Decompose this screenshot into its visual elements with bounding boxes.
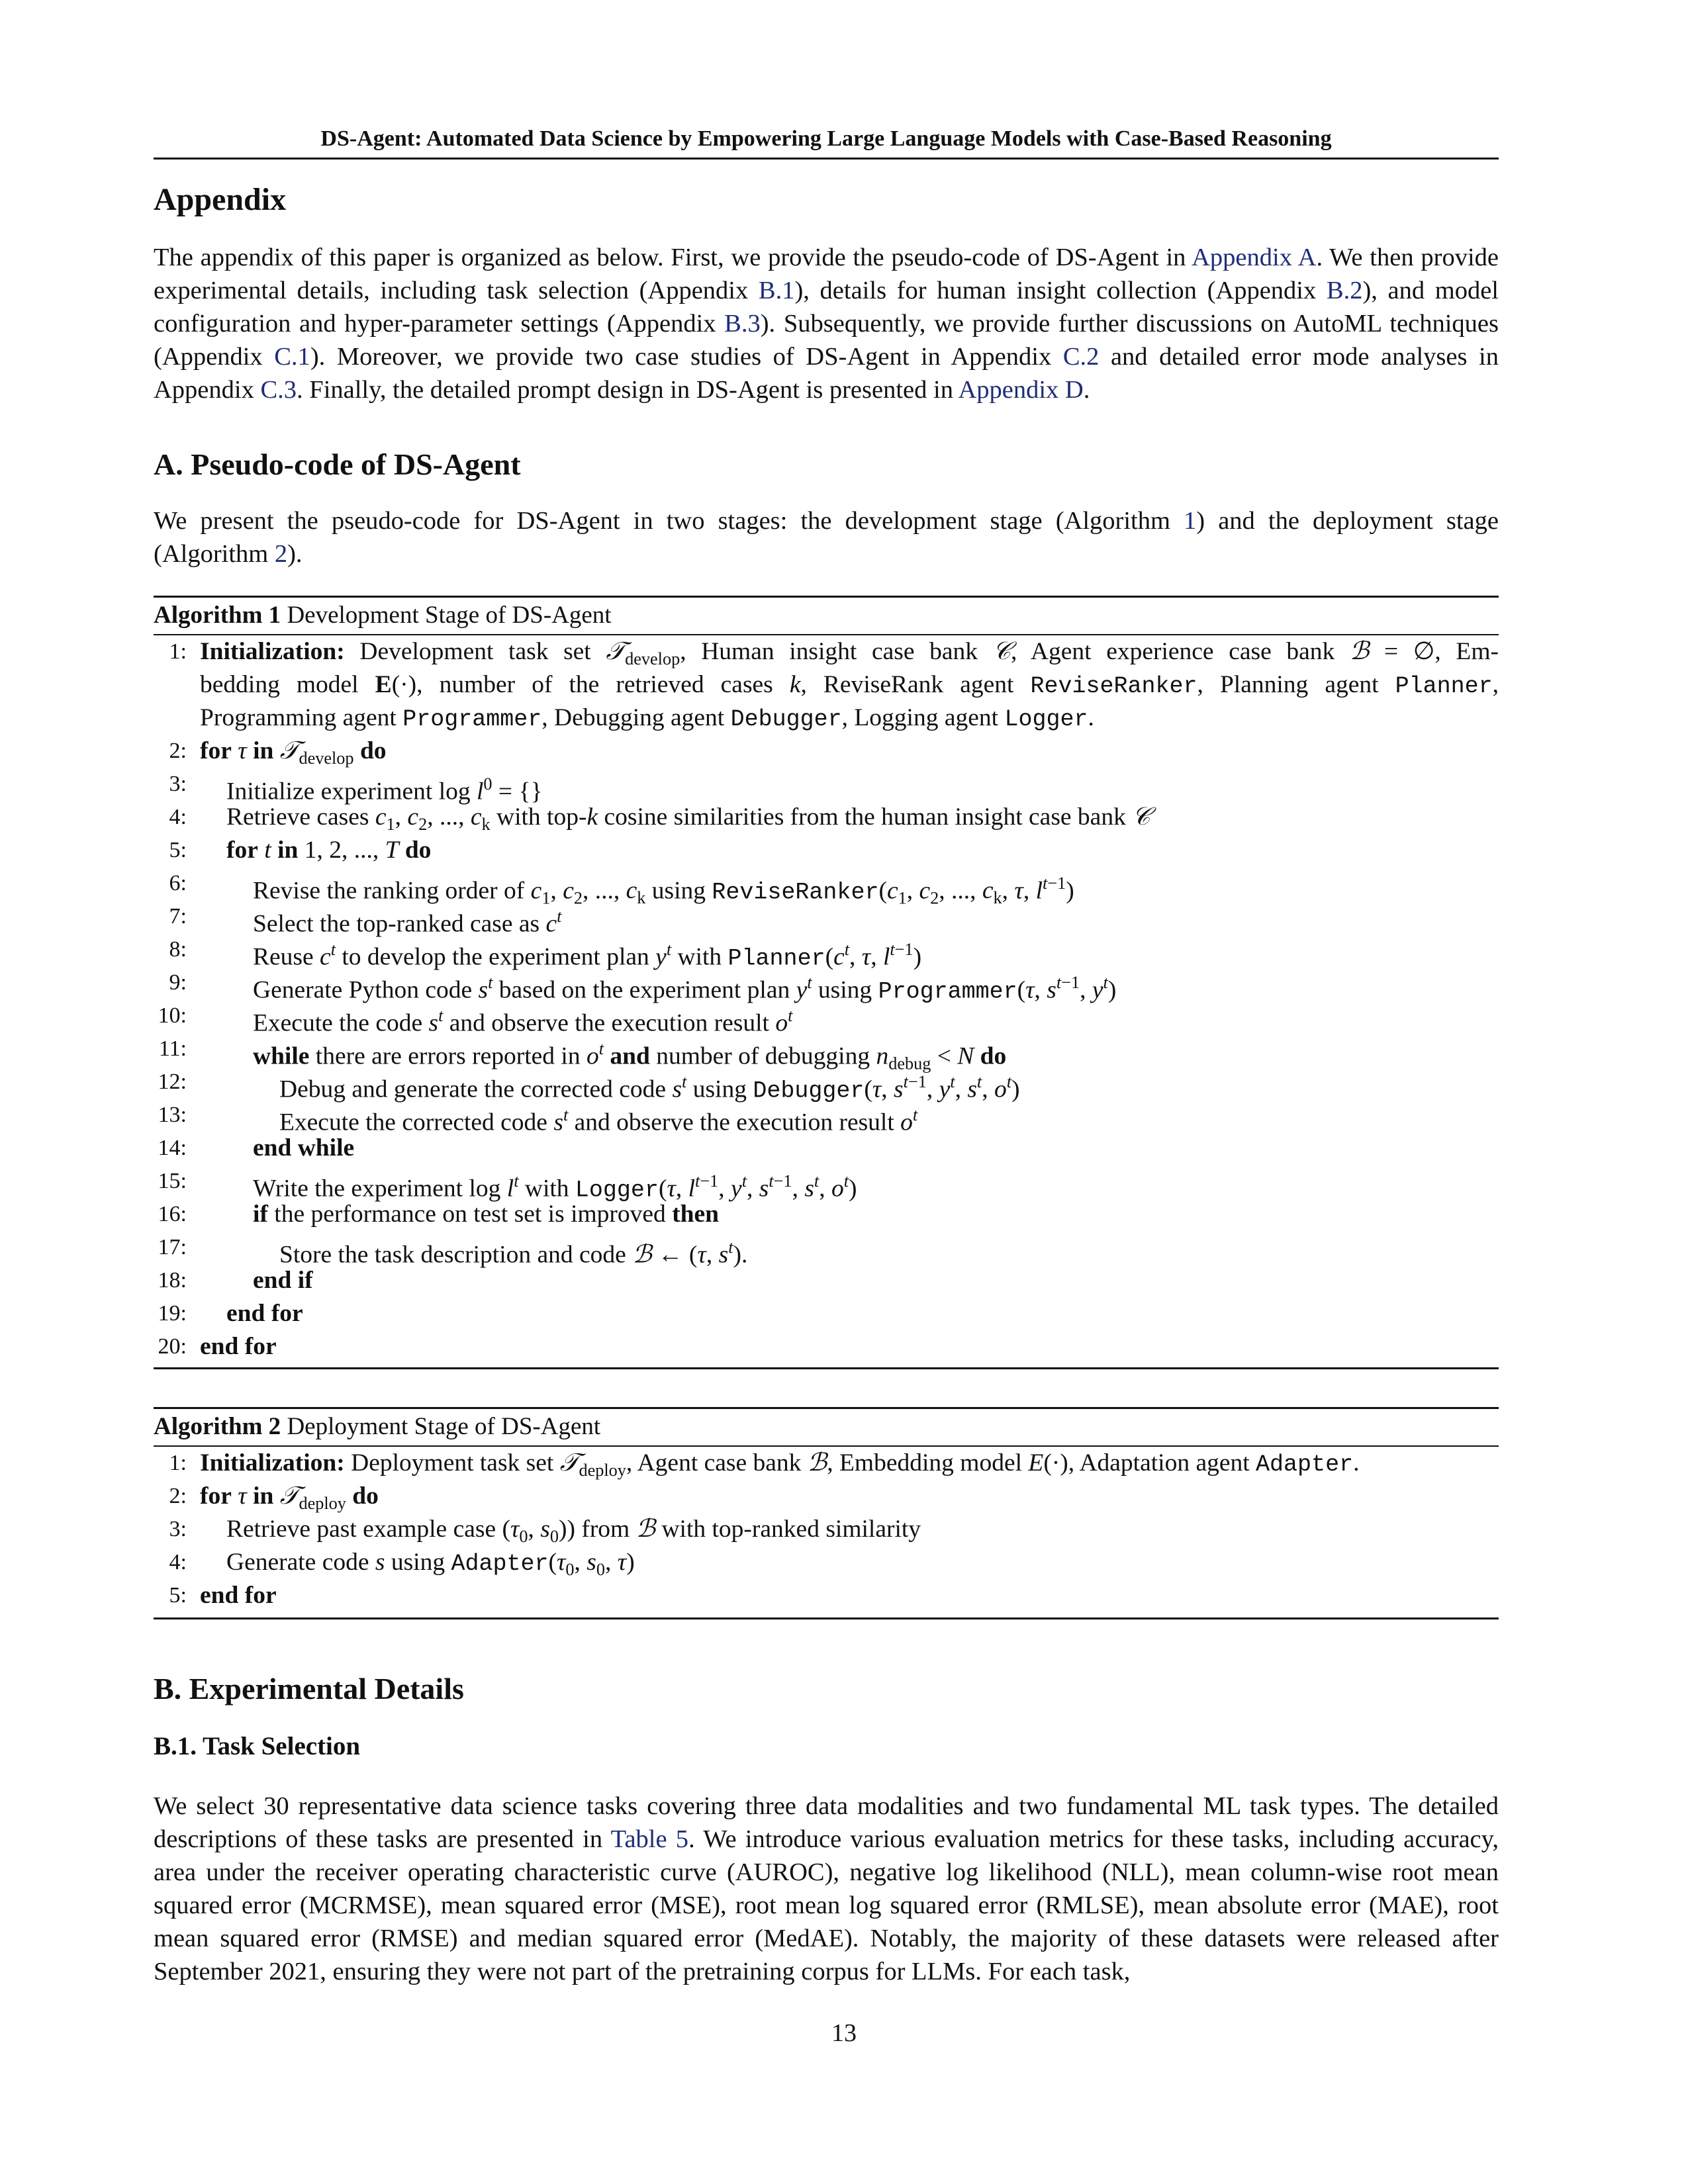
algorithm-2-caption: Algorithm 2 Deployment Stage of DS-Agent bbox=[154, 1413, 601, 1440]
algorithm-line: 6: Revise the ranking order of $c_1$, $c_2$, ..., $c_k$ using $ReviseRanker(c_1$, $c_2$, ..., $c_k$, τ, $l^{t-1}$) bbox=[169, 871, 1074, 908]
algorithm-2-block bbox=[154, 1407, 1499, 1620]
link-algorithm-1[interactable]: 1 bbox=[1184, 507, 1197, 535]
algorithm-line: 16: if the performance on test set is improved then bbox=[158, 1201, 720, 1228]
algorithm-1-top-rule bbox=[154, 596, 1499, 598]
algorithm-line: 1: Initialization: Development task set 𝒯$_{develop}$, Human insight case bank 𝒞, Agent experience case bank ℬ = ∅, Em- bbox=[169, 638, 1499, 668]
link-appendix-b2[interactable]: B.2 bbox=[1326, 277, 1363, 304]
section-b1-paragraph: We select 30 representative data science tasks covering three data modalities and two fundamental ML task types. The detailed descriptions of these tasks are presented in Table 5. We introduce various evaluation metrics for these tasks, including accuracy, area under the receiver operating characteristic curve (AUROC), negative log likelihood (NLL), mean column-wise root mean squared error (MCRMSE), mean squared error (MSE), root mean log squared error (RMLSE), mean absolute error (MAE), root mean squared error (RMSE) and median squared error (MedAE). Notably, the majority of these datasets were released after September 2021, ensuring they were not part of the pretraining corpus for LLMs. For each task, bbox=[154, 1792, 1499, 1985]
algorithm-line: 18: end if bbox=[158, 1267, 313, 1294]
section-a-heading: A. Pseudo-code of DS-Agent bbox=[154, 447, 521, 481]
appendix-intro-paragraph: The appendix of this paper is organized as below. First, we provide the pseudo-code of DS-Agent in Appendix A. We then provide experimental details, including task selection (Appendix B.1), details for human insight collection (Appendix B.2), and model configuration and hyper-parameter settings (Appendix B.3). Subsequently, we provide further discussions on AutoML techniques (Appendix C.1). Moreover, we provide two case studies of DS-Agent in Appendix C.2 and detailed error mode analyses in Appendix C.3. Finally, the detailed prompt design in DS-Agent is presented in Appendix D. bbox=[154, 244, 1499, 404]
link-appendix-b3[interactable]: B.3 bbox=[724, 310, 761, 338]
algorithm-line: 17: Store the task description and code ℬ ← (τ, $s^t$). bbox=[158, 1235, 748, 1269]
link-appendix-b1[interactable]: B.1 bbox=[758, 277, 795, 304]
algorithm-2-top-rule bbox=[154, 1407, 1499, 1409]
algorithm-line: 2: for τ in 𝒯$_{deploy}$ do bbox=[169, 1482, 379, 1513]
algorithm-line: 15: Write the experiment $\log l^t$ with Logger(τ, $l^{t-1}$, $y^t$, $s^{t-1}$, $s^t$, $o^t$) bbox=[158, 1169, 857, 1204]
algorithm-1-caption: Algorithm 1 Development Stage of DS-Agent bbox=[154, 602, 612, 629]
appendix-heading: Appendix bbox=[154, 182, 287, 217]
link-appendix-c3[interactable]: C.3 bbox=[260, 376, 297, 404]
subsection-b1-heading: B.1. Task Selection bbox=[154, 1732, 361, 1760]
algorithm-1-bottom-rule bbox=[154, 1367, 1499, 1369]
link-appendix-a[interactable]: Appendix A bbox=[1192, 244, 1317, 271]
algorithm-line: 3: Retrieve past example case ($\tau_0$, $s_0$)) from ℬ with top-ranked similarity bbox=[169, 1516, 921, 1546]
algorithm-line: 4: Retrieve cases $c_1$, $c_2$, ..., $c_k$ with top-k cosine similarities from the human insight case bank 𝒞 bbox=[169, 803, 1150, 834]
algorithm-line: 9: Generate Python code $s^t$ based on the experiment plan $y^t$ using Programmer(τ, $s^{t-1}$, $y^t$) bbox=[169, 970, 1117, 1005]
algorithm-line: Programming agent Programmer, Debugging agent Debugger, Logging agent Logger. bbox=[200, 704, 1094, 733]
algorithm-1-block bbox=[154, 596, 1499, 1370]
section-a-paragraph: We present the pseudo-code for DS-Agent in two stages: the development stage (Algorithm 1) and the deployment stage (Algorithm 2). bbox=[154, 507, 1499, 568]
algorithm-line: 8: Reuse $c^t$ to develop the experiment plan $y^t$ with $Planner(c^t$, τ, $l^{t-1}$) bbox=[169, 937, 922, 972]
algorithm-line: 2: for τ in 𝒯$_{develop}$ do bbox=[169, 737, 387, 768]
link-appendix-c2[interactable]: C.2 bbox=[1062, 343, 1100, 371]
algorithm-line: 11: while there are errors reported in $o^t$ and number of debugging $n_{debug} < N$ do bbox=[158, 1036, 1007, 1073]
header-rule bbox=[154, 158, 1499, 159]
link-appendix-c1[interactable]: C.1 bbox=[274, 343, 310, 371]
algorithm-line: 20: end for bbox=[158, 1333, 277, 1360]
link-algorithm-2[interactable]: 2 bbox=[274, 540, 288, 568]
link-appendix-d[interactable]: Appendix D bbox=[958, 376, 1084, 404]
algorithm-line: 19: end for bbox=[158, 1300, 303, 1327]
algorithm-line: 5: end for bbox=[169, 1582, 277, 1609]
algorithm-line: 12: Debug and generate the corrected code $s^t$ using Debugger(τ, $s^{t-1}$, $y^t$, $s^t$, $o^t$) bbox=[158, 1069, 1020, 1105]
algorithm-line: 7: Select the top-ranked case as $c^t$ bbox=[169, 904, 562, 938]
algorithm-line: 5: for t in 1, 2, ..., T do bbox=[169, 837, 432, 864]
section-b-heading: B. Experimental Details bbox=[154, 1672, 464, 1706]
link-table-5[interactable]: Table 5 bbox=[610, 1825, 689, 1853]
algorithm-line: 4: Generate code s using $Adapter(\tau_0$, $s_0$, τ) bbox=[169, 1549, 635, 1579]
algorithm-line: bedding model E(·), number of the retrieved cases k, ReviseRank agent ReviseRanker, Planning agent Planner, bbox=[200, 671, 1499, 700]
algorithm-line: 10: Execute the code $s^t$ and observe the execution result $o^t$ bbox=[158, 1003, 793, 1037]
page-number: 13 bbox=[831, 2019, 857, 2047]
running-title: DS-Agent: Automated Data Science by Empowering Large Language Models with Case-Based Reasoning bbox=[320, 126, 1332, 151]
algorithm-line: 3: Initialize experiment $\log l^0$ = {} bbox=[169, 772, 543, 805]
algorithm-line: 1: Initialization: Deployment task set 𝒯$_{deploy}$, Agent case bank ℬ, Embedding model E(·), Adaptation agent Adapter. bbox=[169, 1449, 1360, 1480]
algorithm-line: 13: Execute the corrected code $s^t$ and observe the execution result $o^t$ bbox=[158, 1103, 918, 1136]
algorithm-2-bottom-rule bbox=[154, 1617, 1499, 1619]
algorithm-line: 14: end while bbox=[158, 1134, 355, 1161]
